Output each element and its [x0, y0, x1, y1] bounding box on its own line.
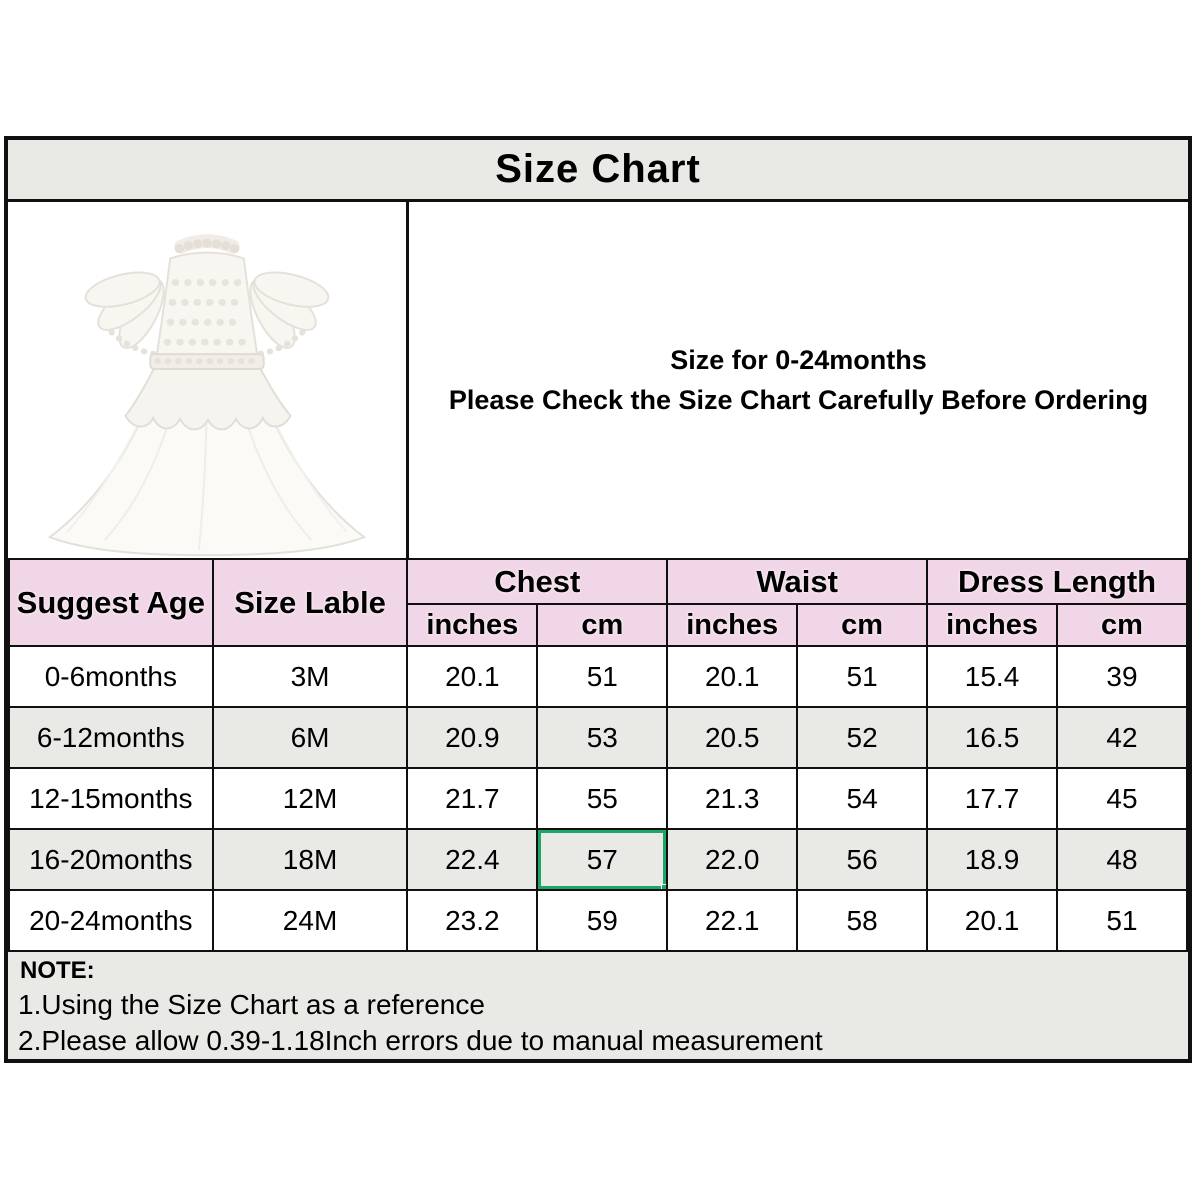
- table-row-3m: [9, 646, 1187, 707]
- highlighted-cell-chest-cm: 57: [537, 829, 667, 890]
- cell-length-in: 17.7: [927, 768, 1057, 829]
- cell-age: 0-6months: [9, 646, 213, 707]
- header-suggest-age: Suggest Age: [9, 559, 213, 646]
- cell-chest-in: 23.2: [407, 890, 537, 951]
- cell-chest-in: 21.7: [407, 768, 537, 829]
- cell-age: 12-15months: [9, 768, 213, 829]
- cell-waist-in: 22.1: [667, 890, 797, 951]
- cell-age: 20-24months: [9, 890, 213, 951]
- header-group-chest: Chest: [407, 559, 667, 604]
- size-table: [8, 558, 1188, 952]
- cell-length-in: 16.5: [927, 707, 1057, 768]
- cell-size: 18M: [213, 829, 408, 890]
- header-waist-inches: inches: [667, 604, 797, 646]
- header-size-label: Size Lable: [213, 559, 408, 646]
- upper-section: [8, 202, 1188, 558]
- cell-waist-in: 20.5: [667, 707, 797, 768]
- cell-length-in: 15.4: [927, 646, 1057, 707]
- cell-chest-cm: 51: [537, 646, 667, 707]
- intro-text-cell: [409, 202, 1188, 558]
- cell-size: 6M: [213, 707, 408, 768]
- cell-length-cm: 45: [1057, 768, 1187, 829]
- header-chest-cm: cm: [537, 604, 667, 646]
- cell-size: 24M: [213, 890, 408, 951]
- cell-size: 3M: [213, 646, 408, 707]
- cell-chest-cm: 55: [537, 768, 667, 829]
- cell-waist-cm: 52: [797, 707, 927, 768]
- cell-chest-in: 20.1: [407, 646, 537, 707]
- cell-waist-cm: 54: [797, 768, 927, 829]
- cell-size: 12M: [213, 768, 408, 829]
- cell-length-cm: 48: [1057, 829, 1187, 890]
- cell-waist-in: 20.1: [667, 646, 797, 707]
- cell-waist-in: 21.3: [667, 768, 797, 829]
- page-title: Size Chart: [495, 147, 701, 191]
- header-chest-inches: inches: [407, 604, 537, 646]
- header-length-inches: inches: [927, 604, 1057, 646]
- header-length-cm: cm: [1057, 604, 1187, 646]
- cell-age: 6-12months: [9, 707, 213, 768]
- header-group-dress-length: Dress Length: [927, 559, 1187, 604]
- cell-waist-cm: 58: [797, 890, 927, 951]
- cell-waist-cm: 56: [797, 829, 927, 890]
- cell-chest-in: 22.4: [407, 829, 537, 890]
- header-group-waist: Waist: [667, 559, 927, 604]
- note-heading: NOTE:: [20, 957, 95, 984]
- table-row-18m: [9, 829, 1187, 890]
- cell-age: 16-20months: [9, 829, 213, 890]
- cell-waist-in: 22.0: [667, 829, 797, 890]
- cell-waist-cm: 51: [797, 646, 927, 707]
- note-item-1: 1.Using the Size Chart as a reference: [18, 989, 485, 1020]
- intro-line-2: Please Check the Size Chart Carefully Before Ordering: [448, 385, 1149, 415]
- table-row-6m: [9, 707, 1187, 768]
- size-chart-panel: [4, 136, 1192, 1063]
- cell-chest-cm: 53: [537, 707, 667, 768]
- cell-length-in: 20.1: [927, 890, 1057, 951]
- cell-chest-in: 20.9: [407, 707, 537, 768]
- table-row-24m: [9, 890, 1187, 951]
- header-waist-cm: cm: [797, 604, 927, 646]
- note-item-2: 2.Please allow 0.39-1.18Inch errors due to manual measurement: [18, 1025, 823, 1056]
- note-section: [8, 952, 1188, 1059]
- cell-length-cm: 39: [1057, 646, 1187, 707]
- cell-length-in: 18.9: [927, 829, 1057, 890]
- product-image-cell: [8, 202, 409, 558]
- cell-length-cm: 51: [1057, 890, 1187, 951]
- dress-photo: [8, 202, 406, 558]
- table-row-12m: [9, 768, 1187, 829]
- cell-chest-cm: 59: [537, 890, 667, 951]
- intro-line-1: Size for 0-24months: [670, 345, 927, 375]
- title-band: [8, 140, 1188, 202]
- cell-length-cm: 42: [1057, 707, 1187, 768]
